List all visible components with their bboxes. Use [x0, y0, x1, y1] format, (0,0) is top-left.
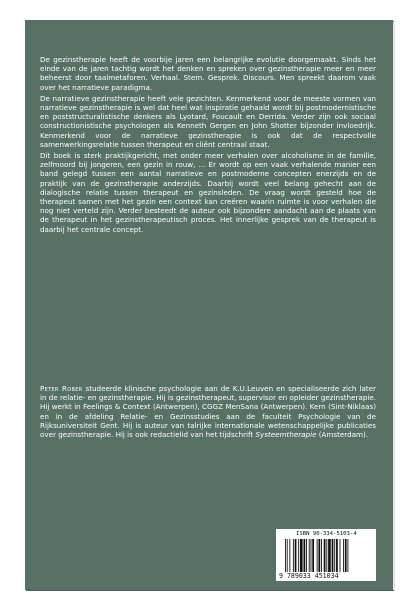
- journal-title: Systeemtherapie: [255, 430, 317, 440]
- page-edge: [393, 22, 395, 590]
- ean-number: 9 789033 451034: [279, 572, 339, 580]
- bio-text-end: (Amsterdam).: [316, 430, 369, 440]
- blurb-paragraph: De gezinstherapie heeft de voorbije jaren een belangrijke evolutie doorgemaakt. Sinds het einde van de jaren tachtig wordt het denken en spreken over gezinstherapie meer en meer beheerst door taalmetaforen. Verhaal. Stem. Gesprek. Discours. Men spreekt daarom vaak over het narratieve paradigma.: [40, 55, 376, 92]
- isbn-text: ISBN 90-334-5103-4: [296, 531, 357, 537]
- author-name: Peter Rober: [40, 384, 83, 393]
- blurb-text: [40, 55, 376, 236]
- blurb-paragraph: De narratieve gezinstherapie heeft vele gezichten. Kenmerkend voor de meeste vormen van narratieve gezinstherapie is wel dat heel wat inspiratie gehaald wordt bij postmodernistische en poststructuralistische denkers als Lyotard, Foucault en Derrida. Verder zijn ook sociaal constructionistische psychologen als Kenneth Gergen en John Shotter bijzonder invloedrijk. Kenmerkend voor de narratieve gezinstherapie is ook dat de respectvolle samenwerkingsrelatie tussen therapeut en cliënt centraal staat.: [40, 93, 376, 149]
- bio-text: studeerde klinische psychologie aan de K.U.Leuven en specialiseerde zich later in de relatie- en gezinstherapie. Hij is gezinstherapeut, supervisor en opleider gezinstherapie. Hij werkt in Feelings & Context (Antwerpen), CGGZ MenSana (Antwerpen). Kern (Sint-Niklaas) en in de afdeling Relatie- en Gezinsstudies aan de faculteit Psychologie van de Rijksuniversiteit Gent. Hij is auteur van talrijke internationale wetenschappelijke publicaties over gezinstherapie. Hij is ook redactielid van het tijdschrift: [40, 384, 376, 440]
- barcode-bars: [285, 539, 369, 572]
- author-bio: [40, 384, 376, 439]
- barcode-label: [276, 529, 376, 581]
- blurb-paragraph: Dit boek is sterk praktijkgericht, met onder meer verhalen over alcoholisme in de familie, zelfmoord bij jongeren, een gezin in rouw, ... Er wordt op een vaak verhalende manier een band gelegd tussen een aantal narratieve en postmoderne concepten enerzijds en de praktijk van de gezinstherapie anderzijds. Daarbij wordt veel belang gehecht aan de dialogische relatie tussen therapeut en gezinsleden. De vraag wordt gesteld hoe de therapeut samen met het gezin een context kan creëren waarin ruimte is voor verhalen die nog niet verteld zijn. Verder besteedt de auteur ook bijzondere aandacht aan de plaats van de therapeut in het gezinstherapeutisch proces. Het innerlijke gesprek van de therapeut is daarbij het centrale concept.: [40, 151, 376, 234]
